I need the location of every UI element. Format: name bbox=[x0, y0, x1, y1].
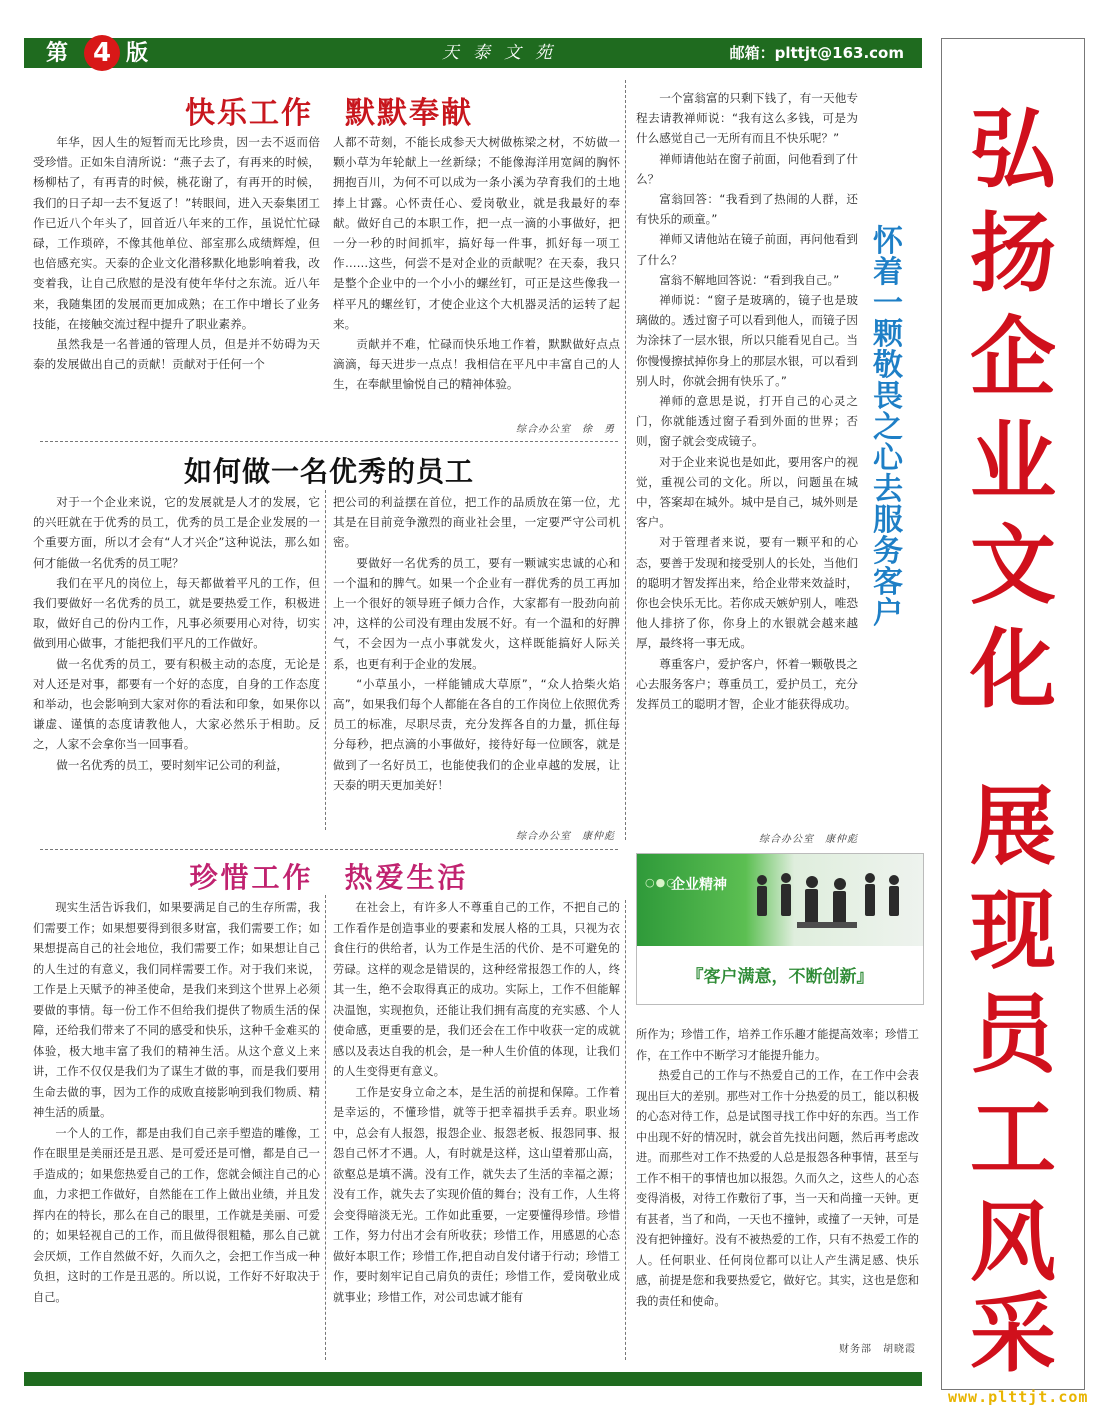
paragraph: 所作为；珍惜工作，培养工作乐趣才能提高效率；珍惜工作，在工作中不断学习才能提升能力。 bbox=[636, 1028, 919, 1062]
paragraph: 对于管理者来说，要有一颗平和的心态，要善于发现和接受别人的长处，当他们的聪明才智发挥出来，给企业带来效益时，你也会快乐无比。若你成天嫉妒别人，唯恐他人排挤了你，你身上的水银就会越来越厚，最终将一事无成。 bbox=[636, 535, 858, 651]
banner-char: 弘 bbox=[970, 99, 1056, 200]
banner-char: 业 bbox=[970, 411, 1056, 512]
banner-char: 工 bbox=[970, 1088, 1056, 1189]
issue-suffix: 版 bbox=[126, 40, 149, 66]
paragraph: 富翁回答：“我看到了热闹的人群，还有快乐的顽童。” bbox=[636, 192, 858, 227]
paragraph: 把公司的利益摆在首位，把工作的品质放在第一位，尤其是在目前竞争激烈的商业社会里，一定要严守公司机密。 bbox=[333, 495, 620, 550]
paragraph: 富翁不解地回答说：“看到我自己。” bbox=[659, 272, 840, 287]
paragraph: 禅师又请他站在镜子前面，再问他看到了什么？ bbox=[636, 232, 858, 267]
banner-char: 展 bbox=[970, 776, 1056, 877]
article-title: 珍惜工作 热爱生活 bbox=[189, 861, 469, 894]
paragraph: 禅师的意思是说，打开自己的心灵之门，你就能透过窗子看到外面的世界；否则，窗子就会变成镜子。 bbox=[636, 394, 858, 449]
slogan-char: 颗 bbox=[873, 317, 903, 352]
column-divider bbox=[325, 895, 326, 1360]
image-caption: 『客户满意，不断创新』 bbox=[686, 967, 874, 987]
paragraph: 在社会上，有许多人不尊重自己的工作，不把自己的工作看作是创造事业的要素和发展人格的工具，只视为衣食住行的供给者，认为工作是生活的代价、是不可避免的劳碌。这样的观念是错误的，这种经常报怨工作的人，终其一生，绝不会取得真正的成功。实际上，工作不但能解决温饱，实现抱负，还能让我们拥有高度的充实感、个人使命感，更重要的是，我们还会在工作中收获一定的成就感以及表达自我的机会，是一种人生价值的体现，让我们的人生变得更有意义。 bbox=[333, 901, 620, 1078]
column-divider bbox=[625, 80, 626, 840]
banner-char: 员 bbox=[970, 984, 1056, 1085]
paragraph: 禅师请他站在窗子前面，问他看到了什么？ bbox=[636, 151, 858, 186]
banner-char: 风 bbox=[970, 1192, 1056, 1293]
paragraph: 对于企业来说也是如此，要用客户的视觉，重视公司的文化。所以，问题虽在城中，答案却在城外。城中是自己，城外则是客户。 bbox=[636, 454, 858, 530]
image-label: 企业精神 bbox=[671, 877, 727, 893]
banner-char: 文 bbox=[970, 515, 1056, 616]
slogan-char: 户 bbox=[873, 596, 903, 631]
paragraph: 热爱自己的工作与不热爱自己的工作，在工作中会表现出巨大的差别。那些对工作十分热爱的员工，能以积极的心态对待工作，总是试图寻找工作中好的东西。当工作中出现不好的情况时，就会首先找出问题，然后再考虑改进。而那些对工作不热爱的人总是报怨各种事情，甚至与工作不相干的事情也加以报怨。久而久之，这些人的心态变得消极，对待工作敷衍了事，当一天和尚撞一天钟。更有甚者，当了和尚，一天也不撞钟，或撞了一天钟，可是没有把钟撞好。没有不被热爱的工作，只有不热爱工作的人。任何职业、任何岗位都可以让人产生满足感、快乐感，前提是您和我要热爱它，做好它。其实，这也是您和我的责任和使命。 bbox=[636, 1069, 919, 1308]
slogan-char: 畏 bbox=[873, 379, 903, 414]
article-column bbox=[333, 132, 620, 395]
paragraph: 做一名优秀的员工，要有积极主动的态度，无论是对人还是对事，都要有一个好的态度，自身的工作态度和举动，也会影响到大家对你的看法和印象，如果你以谦虚、谨慎的态度请教他人，大家必然乐于相助。反之，人家不会拿你当一回事看。 bbox=[33, 656, 320, 752]
slogan-char: 怀 bbox=[873, 224, 903, 259]
paragraph: 贡献并不难，忙碌而快乐地工作着，默默做好点点滴滴，每天进步一点点！我相信在平凡中丰富自己的人生，在奉献里愉悦自己的精神体验。 bbox=[333, 337, 620, 392]
article-column bbox=[33, 132, 320, 374]
paragraph: 要做好一名优秀的员工，要有一颗诚实忠诚的心和一个温和的脾气。如果一个企业有一群优秀的员工再加上一个很好的领导班子倾力合作，大家都有一股劲向前冲，这样的公司没有理由发展不好。有一个温和的好脾气，不会因为一点小事就发火，这样既能搞好人际关系，也更有利于企业的发展。 bbox=[333, 555, 620, 671]
paragraph: 一个富翁富的只剩下钱了，有一天他专程去请教禅师说：“我有这么多钱，可是为什么感觉自己一无所有而且不快乐呢？” bbox=[636, 91, 858, 146]
business-people-icon bbox=[742, 862, 917, 944]
article-column bbox=[33, 492, 320, 775]
slogan-char: 着 bbox=[873, 255, 903, 290]
banner-char: 采 bbox=[970, 1283, 1056, 1384]
issue-prefix: 第 bbox=[46, 40, 69, 66]
footer-bar bbox=[24, 1372, 922, 1386]
slogan-char: 心 bbox=[873, 441, 903, 476]
byline: 综合办公室 徐 勇 bbox=[516, 424, 615, 435]
byline: 综合办公室 康仲彪 bbox=[516, 831, 615, 842]
paragraph: 我们在平凡的岗位上，每天都做着平凡的工作，但我们要做好一名优秀的员工，就是要热爱工作，积极进取，做好自己的份内工作，凡事必须要用心对待，切实做到用心做事，才能把我们平凡的工作做好。 bbox=[33, 575, 320, 651]
slogan-char: 敬 bbox=[873, 348, 903, 383]
column-divider bbox=[325, 490, 326, 830]
slogan-char: 一 bbox=[873, 286, 903, 321]
banner-char: 企 bbox=[970, 307, 1056, 408]
banner-char: 化 bbox=[970, 619, 1056, 720]
paragraph: 禅师说：“窗子是玻璃的，镜子也是玻璃做的。透过窗子可以看到他人，而镜子因为涂抹了一层水银，所以只能看见自己。当你慢慢擦拭掉你身上的那层水银，可以看到别人时，你就会拥有快乐了。” bbox=[636, 293, 858, 388]
paragraph: 做一名优秀的员工，要时刻牢记公司的利益， bbox=[56, 757, 289, 772]
paragraph: 年华，因人生的短暂而无比珍贵，因一去不返而倍受珍惜。正如朱自清所说：“燕子去了，有再来的时候，杨柳枯了，有再青的时候，桃花谢了，有再开的时候，我们的日子却一去不复返了！”转眼间，进入天泰集团工作已近八个年头了，回首近八年来的工作，虽说忙忙碌碌，工作琐碎，不像其他单位、部室那么成绩辉煌，但也倍感充实。天泰的企业文化潜移默化地影响着我，改变着我，让自己欣慰的是没有使年华付之东流。近八年来，我随集团的发展而更加成熟；在工作中增长了业务技能，在接触交流过程中提升了职业素养。 bbox=[33, 135, 320, 331]
section-title: 天泰文苑 bbox=[442, 43, 566, 63]
article-title: 如何做一名优秀的员工 bbox=[183, 455, 474, 488]
article-column bbox=[33, 898, 320, 1308]
paragraph: 一个人的工作，都是由我们自己亲手塑造的雕像，工作在眼里是美丽还是丑恶、是可爱还是可憎，都是自己一手造成的；如果您热爱自己的工作，您就会倾注自己的心血，力求把工作做好，自然能在工作上做出业绩，并且发挥内在的特长，那么在自己的眼里，工作就是美丽、可爱的；如果轻视自己的工作，而且做得很粗糙，那么自己就会厌烦，工作自然做不好，久而久之，会把工作当成一种负担，这时的工作是丑恶的。所以说，工作好不好取决于自己。 bbox=[33, 1126, 320, 1304]
website-url: www.plttjt.com bbox=[948, 1388, 1089, 1406]
paragraph: 对于一个企业来说，它的发展就是人才的发展，它的兴旺就在于优秀的员工，优秀的员工是企业发展的一个重要方面，所以才会有“人才兴企”这种说法，那么如何才能做一名优秀的员工呢？ bbox=[33, 495, 320, 570]
slogan-char: 客 bbox=[873, 565, 903, 600]
slogan-char: 之 bbox=[873, 410, 903, 445]
article-column bbox=[636, 1025, 919, 1312]
vertical-slogan bbox=[868, 226, 908, 629]
slogan-char: 服 bbox=[873, 503, 903, 538]
article-column bbox=[333, 492, 620, 795]
email-address: 邮箱：plttjt@163.com bbox=[729, 44, 904, 62]
byline: 综合办公室 康仲彪 bbox=[759, 834, 858, 845]
issue-number-badge: 4 bbox=[84, 35, 120, 71]
paragraph: “小草虽小，一样能铺成大草原”，“众人拾柴火焰高”，如果我们每个人都能在各自的工作岗位上依照优秀员工的标准，尽职尽责，充分发挥各自的力量，抓住每分每秒，把点滴的小事做好，接待好每一位顾客，就是做到了一名好员工，也能使我们的企业卓越的发展，让天泰的明天更加美好！ bbox=[333, 676, 620, 792]
paragraph: 工作是安身立命之本，是生活的前提和保障。工作着是幸运的，不懂珍惜，就等于把幸福拱手丢弃。职业场中，总会有人报怨，报怨企业、报怨老板、报怨同事、报怨自己怀才不遇。人，有时就是这样，这山望着那山高，欲壑总是填不满。没有工作，就失去了生活的幸福之源；没有工作，就失去了实现价值的舞台；没有工作，人生将会变得暗淡无光。工作如此重要，一定要懂得珍惜。珍惜工作，努力付出才会有所收获；珍惜工作，用感恩的心态做好本职工作；珍惜工作,把自动自发付诸于行动；珍惜工作，要时刻牢记自己肩负的责任；珍惜工作，爱岗敬业成就事业；珍惜工作，对公司忠诚才能有 bbox=[333, 1085, 620, 1304]
slogan-char: 务 bbox=[873, 534, 903, 569]
slogan-char: 去 bbox=[873, 472, 903, 507]
banner-char: 扬 bbox=[970, 203, 1056, 304]
column-divider bbox=[625, 900, 626, 1360]
corporate-spirit-image bbox=[636, 853, 924, 1005]
paragraph: 虽然我是一名普通的管理人员，但是并不妨碍为天泰的发展做出自己的贡献！贡献对于任何一个 bbox=[33, 337, 320, 372]
paragraph: 现实生活告诉我们，如果要满足自己的生存所需，我们需要工作；如果想要得到很多财富，我们需要工作；如果想提高自己的社会地位，我们需要工作；如果想让自己的人生过的有意义，我们同样需要工作。对于我们来说，工作是上天赋予的神圣使命，是我们来到这个世界上必须要做的事情。每一份工作不但给我们提供了物质生活的保障，还给我们带来了不同的感受和快乐，这种千金难买的体验，极大地丰富了我们的精神生活。从这个意义上来讲，工作不仅仅是我们为了谋生才做的事，而是我们要用生命去做的事，因为工作的成败直接影响到我们物质、精神生活的质量。 bbox=[33, 901, 320, 1119]
article-divider bbox=[40, 849, 618, 850]
article-divider bbox=[40, 441, 618, 442]
paragraph: 尊重客户，爱护客户，怀着一颗敬畏之心去服务客户；尊重员工，爱护员工，充分发挥员工的聪明才智，企业才能获得成功。 bbox=[636, 656, 858, 712]
paragraph: 人都不苛刻，不能长成参天大树做栋梁之材，不妨做一颗小草为年轮献上一丝新绿；不能像海洋用宽阔的胸怀拥抱百川，为何不可以成为一条小溪为孕育我们的土地捧上甘露。心怀责任心、爱岗敬业，就是我最好的奉献。做好自己的本职工作，把一点一滴的小事做好，把一分一秒的时间抓牢，搞好每一件事，抓好每一项工作……这些，何尝不是对企业的贡献呢？在天泰，我只是整个企业中的一个小小的螺丝钉，可正是这些像我一样平凡的螺丝钉，才使企业这个大机器灵活的运转了起来。 bbox=[333, 135, 620, 331]
article-column bbox=[636, 88, 858, 714]
article-title: 快乐工作 默默奉献 bbox=[185, 96, 473, 131]
article-column bbox=[333, 898, 620, 1308]
page-header bbox=[24, 38, 922, 68]
vertical-banner bbox=[941, 38, 1085, 1390]
banner-char: 现 bbox=[970, 880, 1056, 981]
byline: 财务部 胡晓霞 bbox=[839, 1344, 916, 1355]
dots-icon: ○●○ bbox=[645, 876, 677, 889]
